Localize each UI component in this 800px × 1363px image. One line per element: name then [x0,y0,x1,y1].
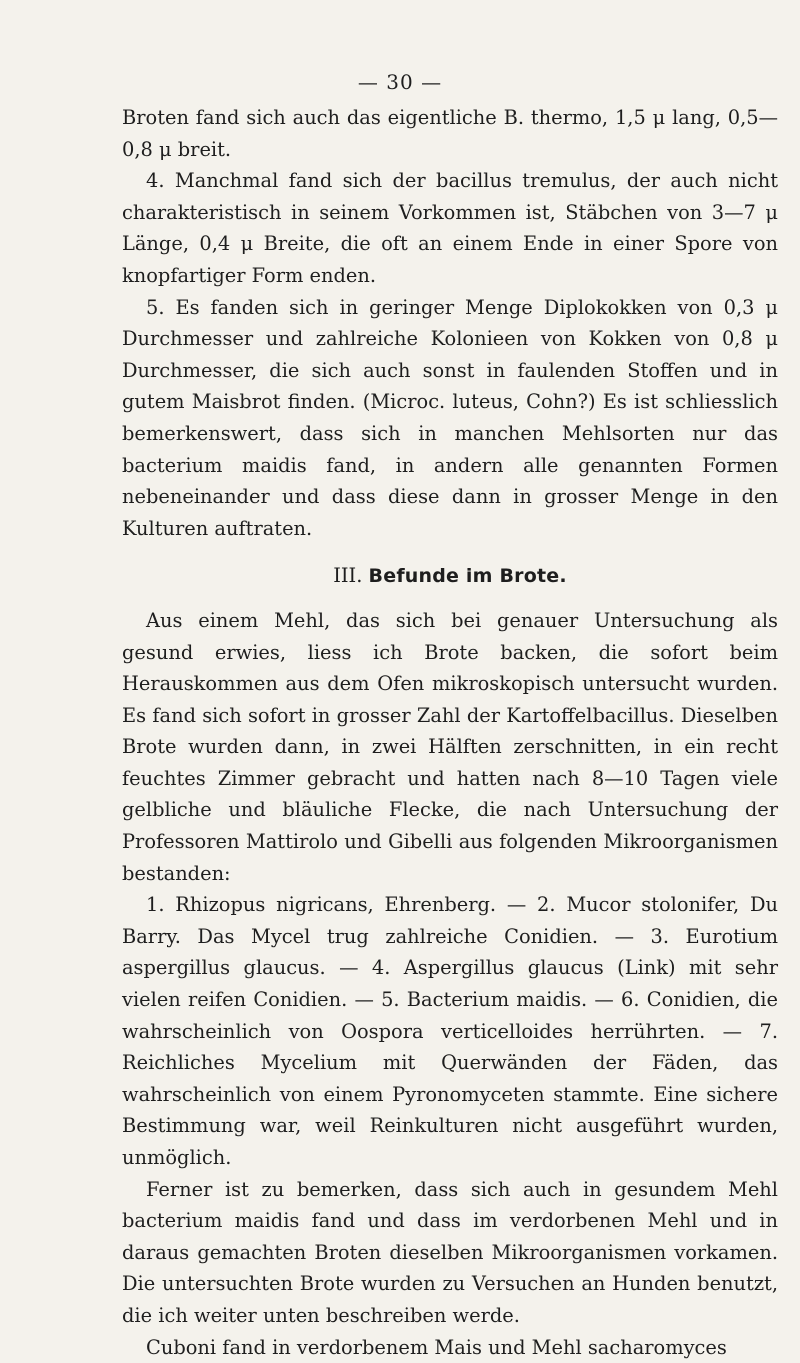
paragraph-cuboni: Cuboni fand in verdorbenem Mais und Mehl sacharomyces [146,1335,727,1359]
section-title: Befunde im Brote. [368,565,567,588]
section-number: III. [333,564,363,588]
paragraph-organism-list: 1. Rhizopus nigricans, Ehrenberg. — 2. Mucor stolonifer, Du Barry. Das Mycel trug zahlreiche Conidien. — 3. Eurotium aspergillus glaucus. — 4. Aspergillus glaucus (Link) mit sehr vielen reifen Conidien. — 5. Bacterium maidis. — 6. Conidien, die wahrscheinlich von Oospora verticelloides herrührten. — 7. Reichliches Mycelium mit Querwänden der Fäden, das wahrscheinlich von einem Pyronomyceten stammte. Eine sichere Bestimmung war, weil Reinkulturen nicht ausgeführt wurden, unmöglich. [122,893,778,1169]
paragraph-item-4: 4. Manchmal fand sich der bacillus tremulus, der auch nicht charakteristisch in seinem Vorkommen ist, Stäbchen von 3—7 μ Länge, 0,4 μ Breite, die oft an einem Ende in einer Spore von knopfartiger Form enden. [122,169,778,287]
page-number-header: — 30 — [357,70,443,94]
paragraph-bread-experiment: Aus einem Mehl, das sich bei genauer Untersuchung als gesund erwies, liess ich Brote backen, die sofort beim Herauskommen aus dem Ofen mikroskopisch untersucht wurden. Es fand sich sofort in grosser Zahl der Kartoffelbacillus. Dieselben Brote wurden dann, in zwei Hälften zerschnitten, in ein recht feuchtes Zimmer gebracht und hatten nach 8—10 Tagen viele gelbliche und bläuliche Flecke, die nach Untersuchung der Professoren Mattirolo und Gibelli aus folgenden Mikroorganismen bestanden: [122,608,778,885]
paragraph-item-5: 5. Es fanden sich in geringer Menge Diplokokken von 0,3 μ Durchmesser und zahlreiche Kolonieen von Kokken von 0,8 μ Durchmesser, die sich auch sonst in faulenden Stoffen und in gutem Maisbrot finden. (Microc. luteus, Cohn?) Es ist schliesslich bemerkenswert, dass sich in manchen Mehlsorten nur das bacterium maidis fand, in andern alle genannten Formen nebeneinander und dass diese dann in grosser Menge in den Kulturen auftraten. [122,295,778,540]
paragraph-continuation: Broten fand sich auch das eigentliche B. thermo, 1,5 μ lang, 0,5—0,8 μ breit. [122,106,778,161]
body-text [122,102,778,1363]
section-heading [122,560,778,593]
paragraph-remarks: Ferner ist zu bemerken, dass sich auch in gesundem Mehl bacterium maidis fand und dass im verdorbenen Mehl und in daraus gemachten Broten dieselben Mikroorganismen vorkamen. Die untersuchten Brote wurden zu Versuchen an Hunden benutzt, die ich weiter unten beschreiben werde. [122,1177,778,1327]
